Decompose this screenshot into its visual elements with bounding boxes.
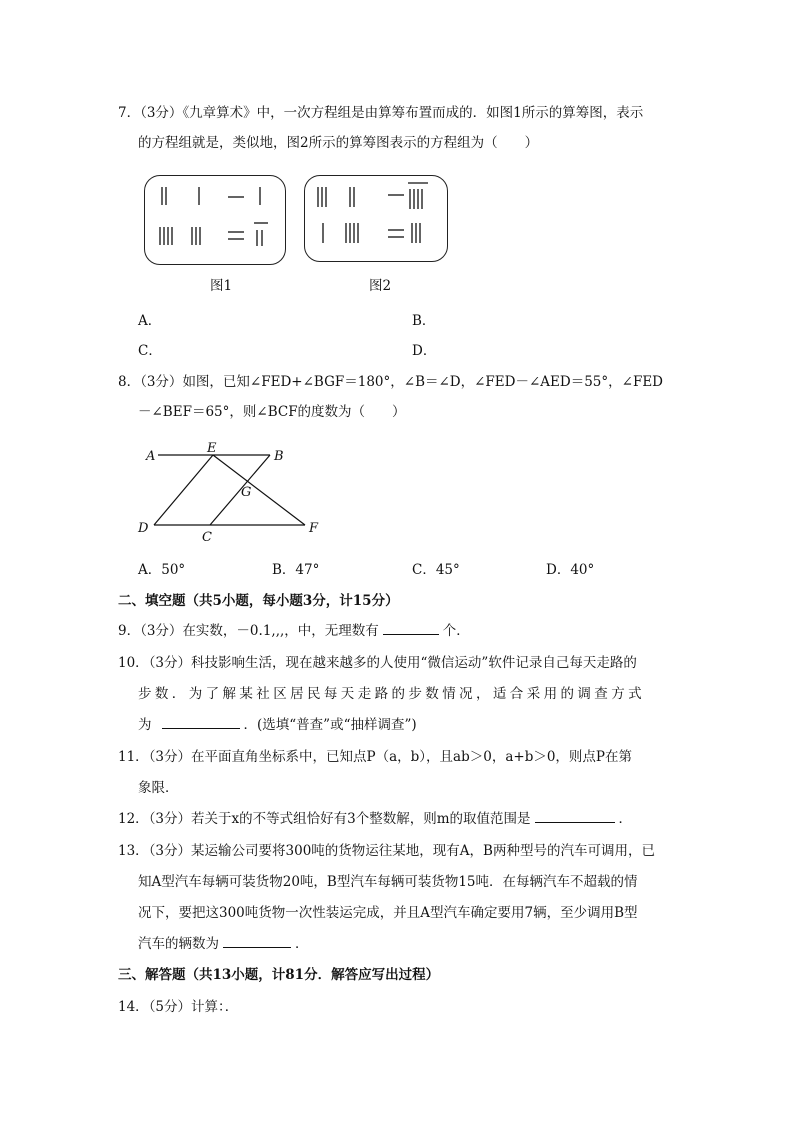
q13-line4 bbox=[138, 935, 309, 953]
q8-line1 bbox=[118, 373, 663, 391]
q8-option-c[interactable]: C．45° bbox=[412, 562, 460, 578]
label-E: E bbox=[207, 441, 217, 456]
q10-text-line1: 科技影响生活，现在越来越多的人使用“微信运动”软件记录自己每天走路的 bbox=[191, 655, 637, 671]
q14-score: （5分） bbox=[148, 999, 192, 1015]
q12-line bbox=[118, 810, 632, 828]
q13-line3 bbox=[138, 904, 638, 922]
q7-text-line2: 的方程组就是，类似地，图2所示的算筹图表示的方程组为（ ） bbox=[138, 135, 539, 151]
q13-text-line3: 况下，要把这300吨货物一次性装运完成，并且A型汽车确定要用7辆，至少调用B型 bbox=[138, 905, 638, 921]
q13-text-line4a: 汽车的辆数为 bbox=[138, 936, 219, 952]
q10-line3 bbox=[138, 716, 417, 734]
q12-score: （3分） bbox=[148, 811, 192, 827]
q8-option-b[interactable]: B．47° bbox=[272, 562, 320, 578]
q11-line1 bbox=[118, 748, 632, 766]
q7-line2 bbox=[138, 134, 538, 152]
q8-line2 bbox=[138, 403, 406, 421]
q7-number: 7． bbox=[118, 105, 141, 121]
label-C: C bbox=[202, 530, 212, 545]
figure1-caption: 图1 bbox=[210, 278, 233, 294]
label-A: A bbox=[146, 449, 156, 464]
q8-option-a[interactable]: A．50° bbox=[138, 562, 186, 578]
q14-text: 计算：． bbox=[191, 999, 239, 1015]
q9-line bbox=[118, 622, 470, 640]
q10-line1 bbox=[118, 654, 637, 672]
line-EF bbox=[213, 455, 305, 525]
q10-number: 10． bbox=[118, 655, 149, 671]
q7-line1 bbox=[118, 104, 643, 122]
q10-text-line3a: 为 bbox=[138, 717, 152, 733]
q14-number: 14． bbox=[118, 999, 149, 1015]
q13-text-line1: 某运输公司要将300吨的货物运往某地，现有A，B两种型号的汽车可调用，已 bbox=[191, 843, 655, 859]
q14-line bbox=[118, 998, 238, 1016]
q9-score: （3分） bbox=[140, 623, 183, 639]
q8-score: （3分） bbox=[140, 374, 183, 390]
q12-answer-blank[interactable] bbox=[535, 810, 615, 823]
q13-text-line4b: ． bbox=[295, 936, 309, 952]
q9-number: 9． bbox=[118, 623, 141, 639]
q13-score: （3分） bbox=[148, 843, 192, 859]
q12-text-a: 若关于x的不等式组恰好有3个整数解，则m的取值范围是 bbox=[191, 811, 531, 827]
section2-heading: 二、填空题（共5小题，每小题3分，计15分） bbox=[118, 593, 399, 609]
label-F: F bbox=[309, 521, 319, 536]
q8-option-d[interactable]: D．40° bbox=[546, 562, 595, 578]
figure2-rods bbox=[304, 175, 446, 263]
q8-text-line1: 如图，已知∠FED+∠BGF＝180°，∠B＝∠D，∠FED－∠AED＝55°，∠FED bbox=[182, 374, 664, 390]
label-D: D bbox=[138, 521, 149, 536]
q11-number: 11． bbox=[118, 749, 149, 765]
q13-text-line2: 知A型汽车每辆可装货物20吨，B型汽车每辆可装货物15吨．在每辆汽车不超载的情 bbox=[138, 874, 638, 890]
q7-text-line1: 《九章算术》中，一次方程组是由算筹布置而成的．如图1所示的算筹图，表示 bbox=[182, 105, 644, 121]
q10-line2 bbox=[138, 685, 645, 703]
q9-text-a: 在实数，－0.1,,,，中，无理数有 bbox=[182, 623, 379, 639]
label-G: G bbox=[241, 485, 252, 500]
q8-geometry-figure bbox=[130, 440, 330, 550]
q10-score: （3分） bbox=[148, 655, 192, 671]
line-BC bbox=[210, 455, 270, 525]
q8-text-line2: －∠BEF＝65°，则∠BCF的度数为（ ） bbox=[138, 404, 406, 420]
q7-option-a[interactable]: A． bbox=[138, 313, 162, 329]
q11-text-line1: 在平面直角坐标系中，已知点P（a，b），且ab＞0，a+b＞0，则点P在第 bbox=[191, 749, 633, 765]
figure1-rods bbox=[144, 175, 284, 265]
q9-text-b: 个． bbox=[442, 623, 470, 639]
q7-option-c[interactable]: C． bbox=[138, 343, 162, 359]
q9-answer-blank[interactable] bbox=[383, 622, 439, 635]
q7-score: （3分） bbox=[140, 105, 183, 121]
q8-number: 8． bbox=[118, 374, 141, 390]
label-B: B bbox=[274, 449, 284, 464]
line-ED bbox=[154, 455, 213, 525]
q7-option-d[interactable]: D． bbox=[412, 343, 437, 359]
q11-score: （3分） bbox=[148, 749, 192, 765]
q12-text-b: ． bbox=[618, 811, 633, 827]
q11-text-line2: 象限． bbox=[138, 780, 179, 796]
q10-answer-blank[interactable] bbox=[162, 716, 240, 729]
q13-number: 13． bbox=[118, 843, 149, 859]
figure2-caption: 图2 bbox=[369, 278, 392, 294]
q13-answer-blank[interactable] bbox=[223, 935, 291, 948]
q11-line2 bbox=[138, 779, 179, 797]
q10-text-line3b: ．(选填“普查”或“抽样调查”) bbox=[243, 717, 417, 733]
q7-option-b[interactable]: B． bbox=[412, 313, 436, 329]
q13-line1 bbox=[118, 842, 655, 860]
section3-heading: 三、解答题（共13小题，计81分．解答应写出过程） bbox=[118, 967, 440, 983]
q13-line2 bbox=[138, 873, 638, 891]
q10-text-line2: 步数．为了解某社区居民每天走路的步数情况，适合采用的调查方式 bbox=[138, 686, 645, 702]
q12-number: 12． bbox=[118, 811, 149, 827]
